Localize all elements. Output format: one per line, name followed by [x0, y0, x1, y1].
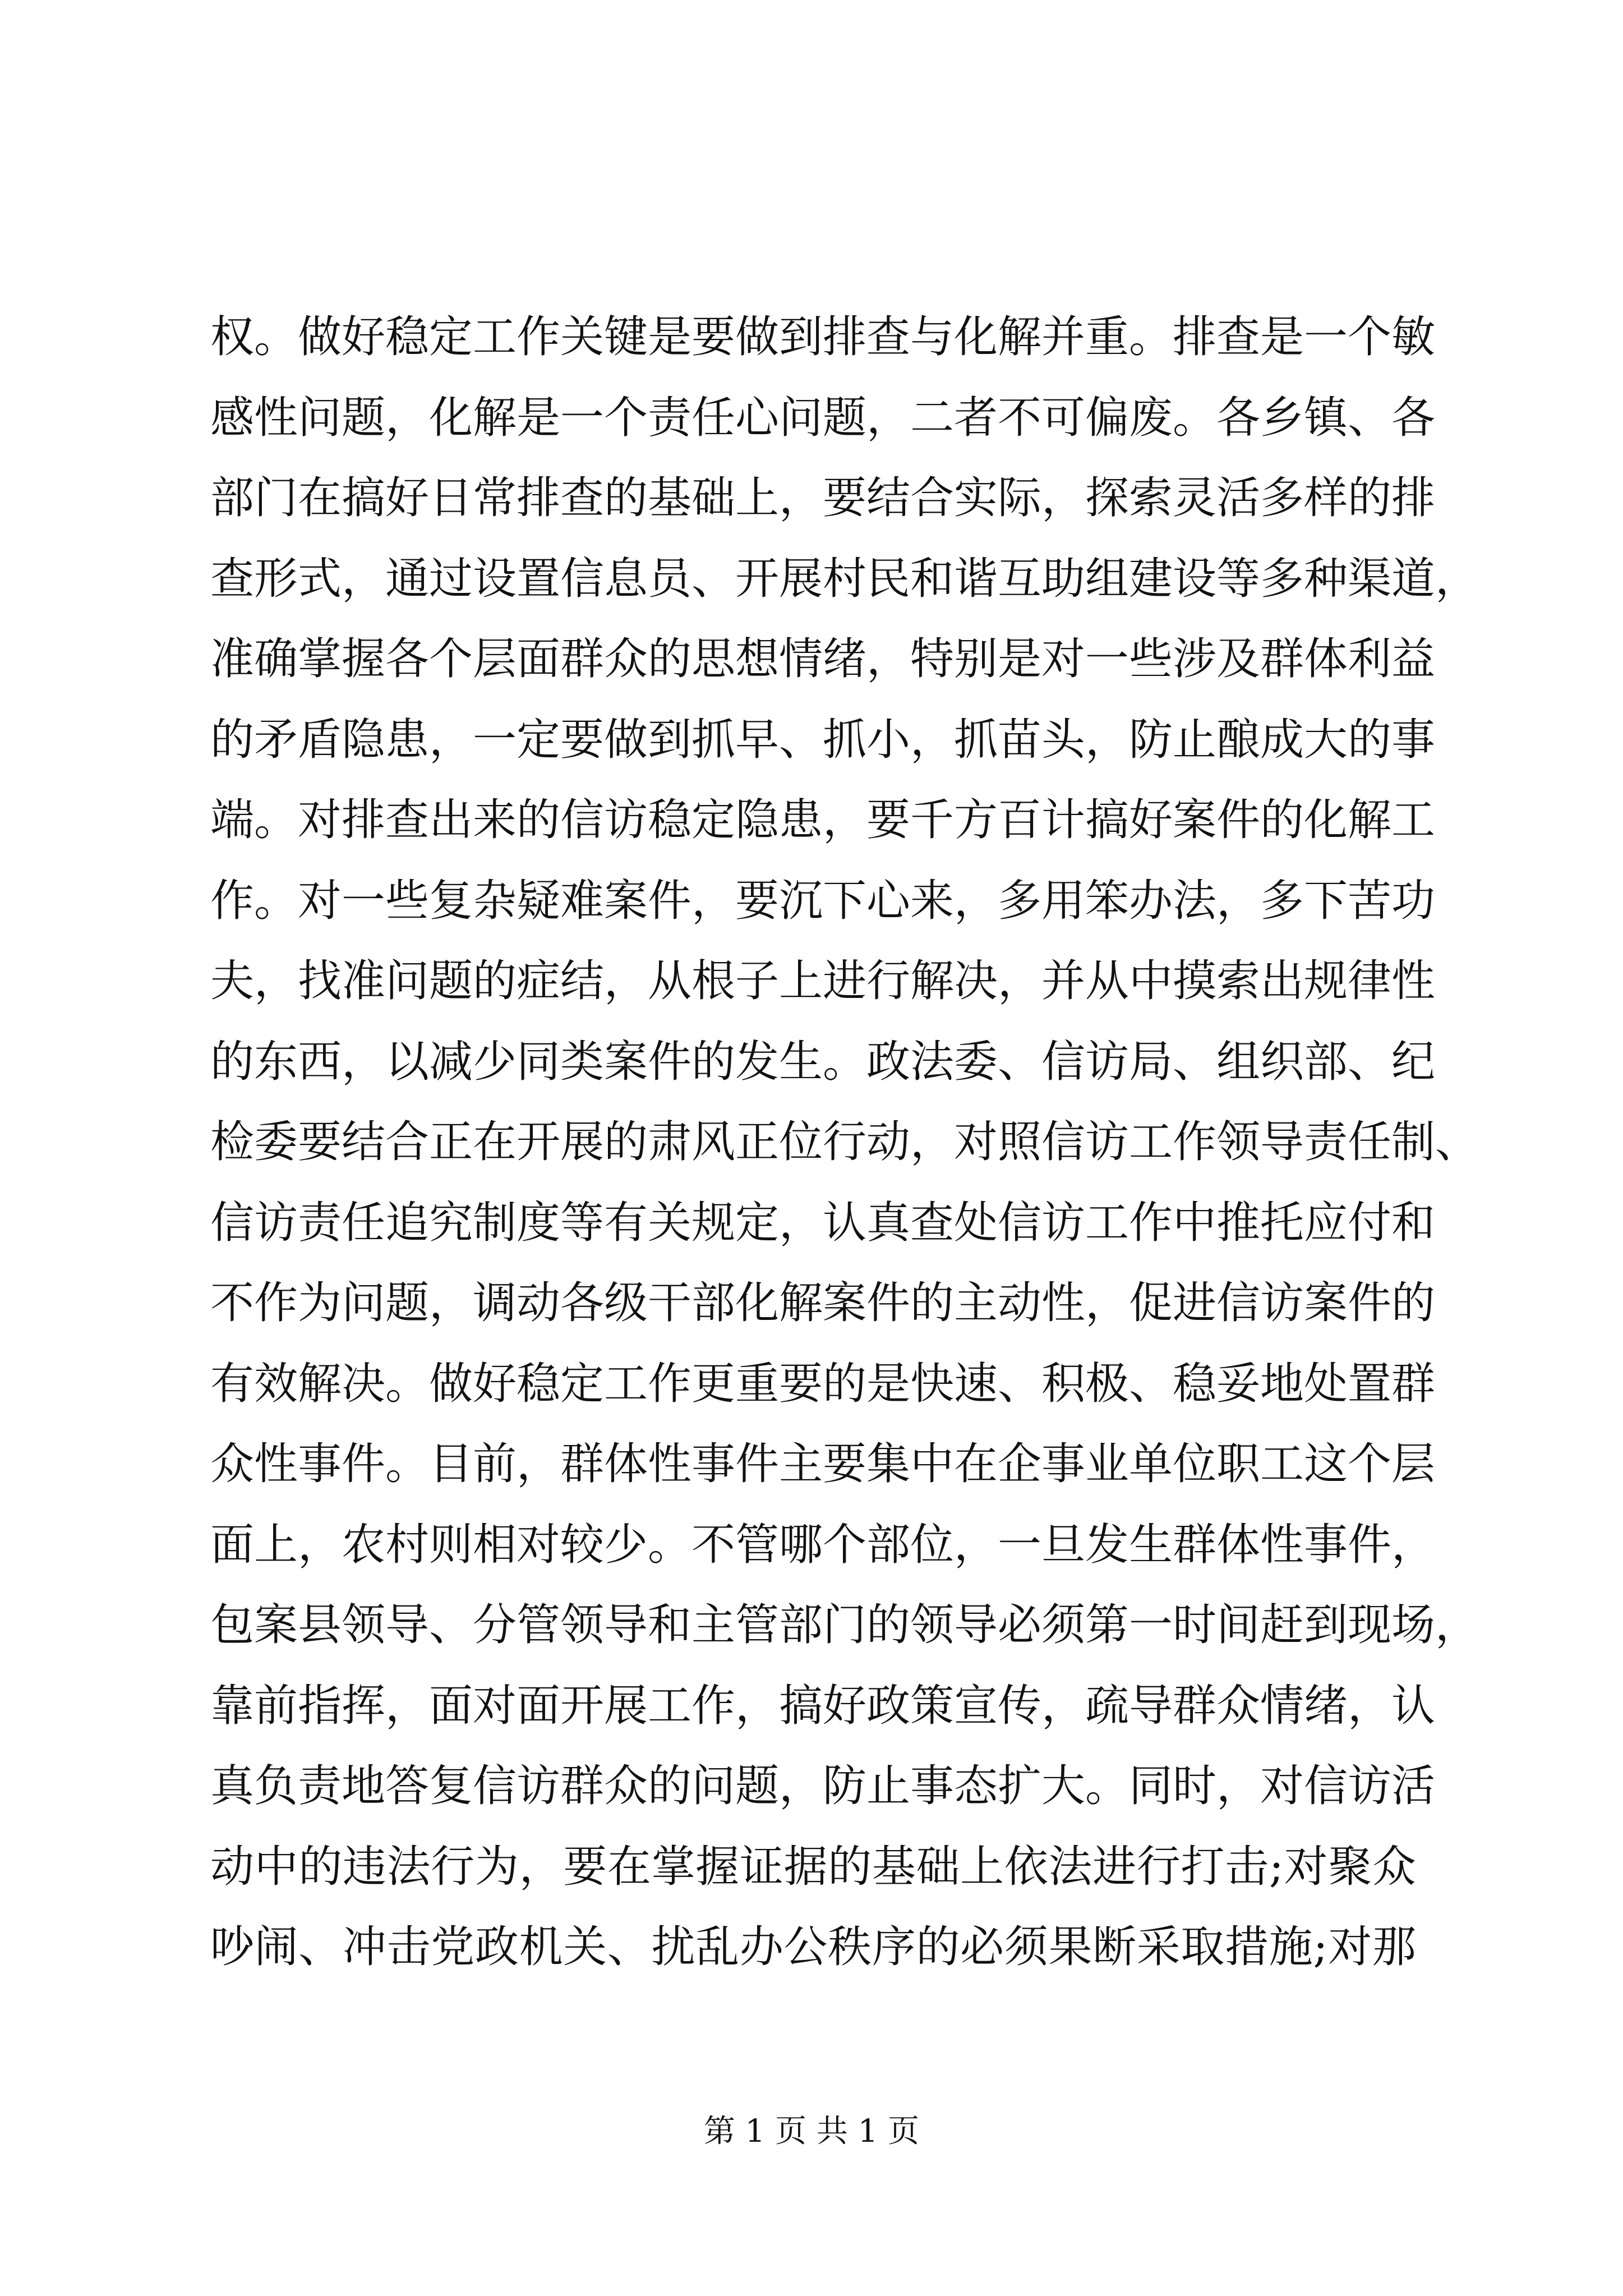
- text-line-3: 部门在搞好日常排查的基础上，要结合实际，探索灵活多样的排: [210, 473, 1436, 523]
- text-line-20: 动中的违法行为，要在掌握证据的基础上依法进行打击;对聚众: [210, 1841, 1416, 1892]
- text-line-7: 端。对排查出来的信访稳定隐患，要千方百计搞好案件的化解工: [210, 795, 1436, 845]
- text-line-6: 的矛盾隐患，一定要做到抓早、抓小，抓苗头，防止酿成大的事: [210, 714, 1436, 765]
- text-line-21: 吵闹、冲击党政机关、扰乱办公秩序的必须果断采取措施;对那: [210, 1922, 1416, 1972]
- page-footer: 第 1 页 共 1 页: [703, 2113, 920, 2150]
- text-line-15: 众性事件。目前，群体性事件主要集中在企事业单位职工这个层: [210, 1439, 1436, 1489]
- text-line-13: 不作为问题，调动各级干部化解案件的主动性，促进信访案件的: [210, 1278, 1436, 1328]
- text-line-14: 有效解决。做好稳定工作更重要的是快速、积极、稳妥地处置群: [210, 1358, 1436, 1409]
- text-line-10: 的东西，以减少同类案件的发生。政法委、信访局、组织部、纪: [210, 1036, 1436, 1087]
- text-line-2: 感性问题，化解是一个责任心问题，二者不可偏废。各乡镇、各: [210, 392, 1436, 443]
- text-line-5: 准确掌握各个层面群众的思想情绪，特别是对一些涉及群体利益: [210, 634, 1436, 684]
- text-line-8: 作。对一些复杂疑难案件，要沉下心来，多用笨办法，多下苦功: [210, 875, 1436, 926]
- text-line-12: 信访责任追究制度等有关规定，认真查处信访工作中推托应付和: [210, 1197, 1436, 1248]
- text-line-19: 真负责地答复信访群众的问题，防止事态扩大。同时，对信访活: [210, 1761, 1436, 1811]
- text-line-9: 夫，找准问题的症结，从根子上进行解决，并从中摸索出规律性: [210, 956, 1436, 1006]
- text-line-18: 靠前指挥，面对面开展工作，搞好政策宣传，疏导群众情绪，认: [210, 1680, 1436, 1731]
- text-line-1: 权。做好稳定工作关键是要做到排查与化解并重。排查是一个敏: [210, 312, 1436, 362]
- text-line-11: 检委要结合正在开展的肃风正位行动，对照信访工作领导责任制、: [210, 1117, 1479, 1167]
- document-body: [210, 297, 1479, 1988]
- text-line-4: 查形式，通过设置信息员、开展村民和谐互助组建设等多种渠道，: [210, 553, 1479, 604]
- text-line-17: 包案县领导、分管领导和主管部门的领导必须第一时间赶到现场，: [210, 1600, 1479, 1650]
- text-line-16: 面上，农村则相对较少。不管哪个部位，一旦发生群体性事件，: [210, 1519, 1436, 1570]
